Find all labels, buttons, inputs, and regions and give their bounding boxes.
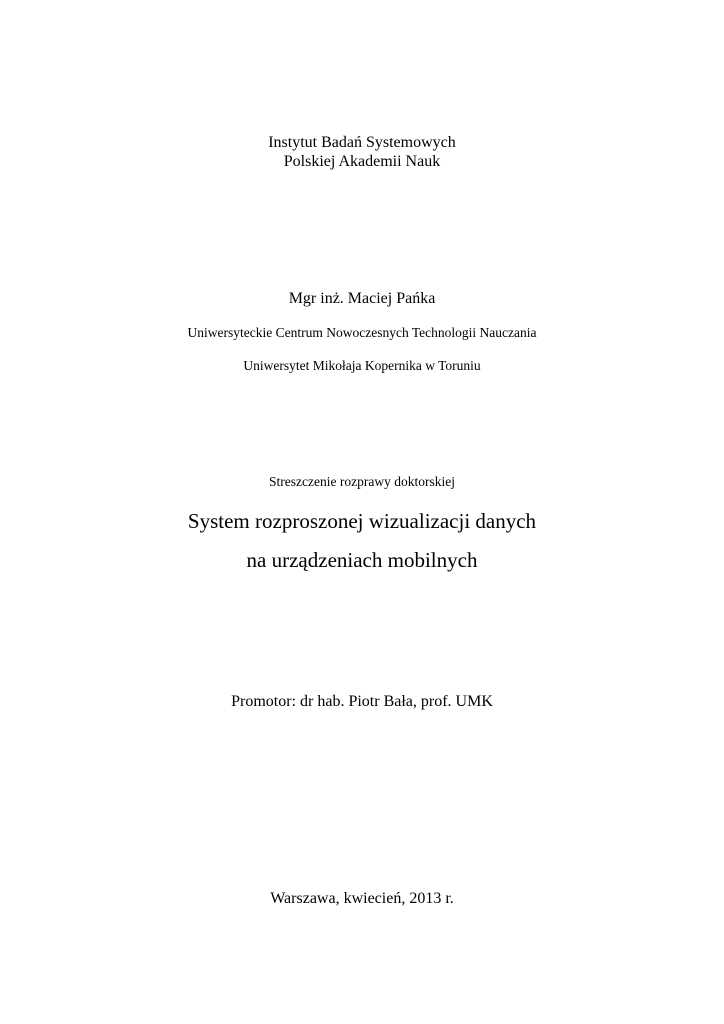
- thesis-type: Streszczenie rozprawy doktorskiej: [269, 474, 455, 489]
- author-name: Mgr inż. Maciej Pańka: [288, 290, 436, 307]
- institute-name-line1: Instytut Badań Systemowych: [268, 134, 456, 151]
- thesis-title-line1: System rozproszonej wizualizacji danych: [187, 509, 537, 533]
- place-and-date: Warszawa, kwiecień, 2013 r.: [270, 890, 454, 907]
- promotor: Promotor: dr hab. Piotr Bała, prof. UMK: [231, 693, 493, 710]
- thesis-title-line2: na urządzeniach mobilnych: [246, 548, 478, 572]
- author-affiliation-university: Uniwersytet Mikołaja Kopernika w Toruniu: [243, 358, 481, 373]
- institute-name-line2: Polskiej Akademii Nauk: [283, 153, 441, 170]
- author-affiliation-unit: Uniwersyteckie Centrum Nowoczesnych Technologii Nauczania: [187, 325, 537, 340]
